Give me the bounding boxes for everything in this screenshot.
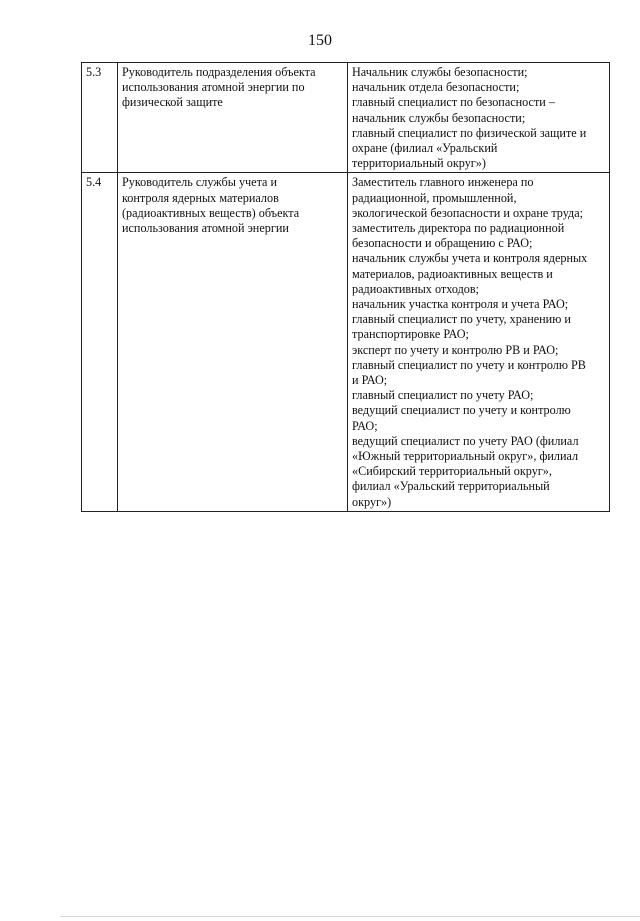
position-line: использования атомной энергии по [122, 80, 305, 95]
page-number: 150 [308, 32, 332, 49]
staff-line: филиал «Уральский территориальный [352, 479, 550, 494]
position-line: физической защите [122, 95, 223, 110]
staff-line: радиоактивных отходов; [352, 281, 480, 296]
staff-line: главный специалист по безопасности – [352, 95, 555, 110]
staff-line: Заместитель главного инженера по [352, 175, 534, 190]
position-line: использования атомной энергии [122, 221, 289, 236]
staff-line: «Южный территориальный округ», филиал [352, 449, 579, 464]
staff-line: экологической безопасности и охране труда; [352, 205, 584, 220]
position-cell [118, 63, 348, 173]
page-bottom-edge [60, 916, 640, 917]
staff-list-cell [348, 63, 610, 173]
staff-line: округ») [352, 494, 392, 509]
staff-line: транспортировке РАО; [352, 327, 469, 342]
staff-line: главный специалист по физической защите и [352, 125, 587, 140]
staff-line: РАО; [352, 418, 378, 433]
position-line: контроля ядерных материалов [122, 190, 279, 205]
staff-line: Начальник службы безопасности; [352, 65, 528, 79]
staff-line: главный специалист по учету, хранению и [352, 312, 571, 327]
staff-line: ведущий специалист по учету и контролю [352, 403, 571, 418]
staff-line: главный специалист по учету РАО; [352, 388, 534, 403]
staff-line: «Сибирский территориальный округ», [352, 464, 552, 479]
staff-line: начальник службы учета и контроля ядерных [352, 251, 588, 266]
position-cell [118, 173, 348, 511]
staff-line: эксперт по учету и контролю РВ и РАО; [352, 342, 559, 357]
staff-line: материалов, радиоактивных веществ и [352, 266, 553, 281]
staff-line: радиационной, промышленной, [352, 190, 517, 205]
positions-table [81, 62, 610, 512]
staff-line: начальник службы безопасности; [352, 110, 526, 125]
staff-line: заместитель директора по радиационной [352, 221, 565, 236]
table-row [82, 173, 610, 511]
table-row [82, 63, 610, 173]
staff-line: территориальный округ») [352, 156, 486, 171]
staff-line: главный специалист по учету и контролю РВ [352, 357, 586, 372]
staff-line: и РАО; [352, 373, 388, 388]
position-line: Руководитель службы учета и [122, 175, 278, 190]
staff-line: начальник участка контроля и учета РАО; [352, 297, 569, 312]
staff-list-cell [348, 173, 610, 511]
row-number: 5.3 [82, 63, 118, 173]
position-line: (радиоактивных веществ) объекта [122, 205, 300, 220]
staff-line: ведущий специалист по учету РАО (филиал [352, 433, 579, 448]
row-number: 5.4 [82, 173, 118, 511]
staff-line: начальник отдела безопасности; [352, 80, 520, 95]
staff-line: безопасности и обращению с РАО; [352, 236, 533, 251]
staff-line: охране (филиал «Уральский [352, 141, 498, 156]
position-line: Руководитель подразделения объекта [122, 65, 316, 79]
